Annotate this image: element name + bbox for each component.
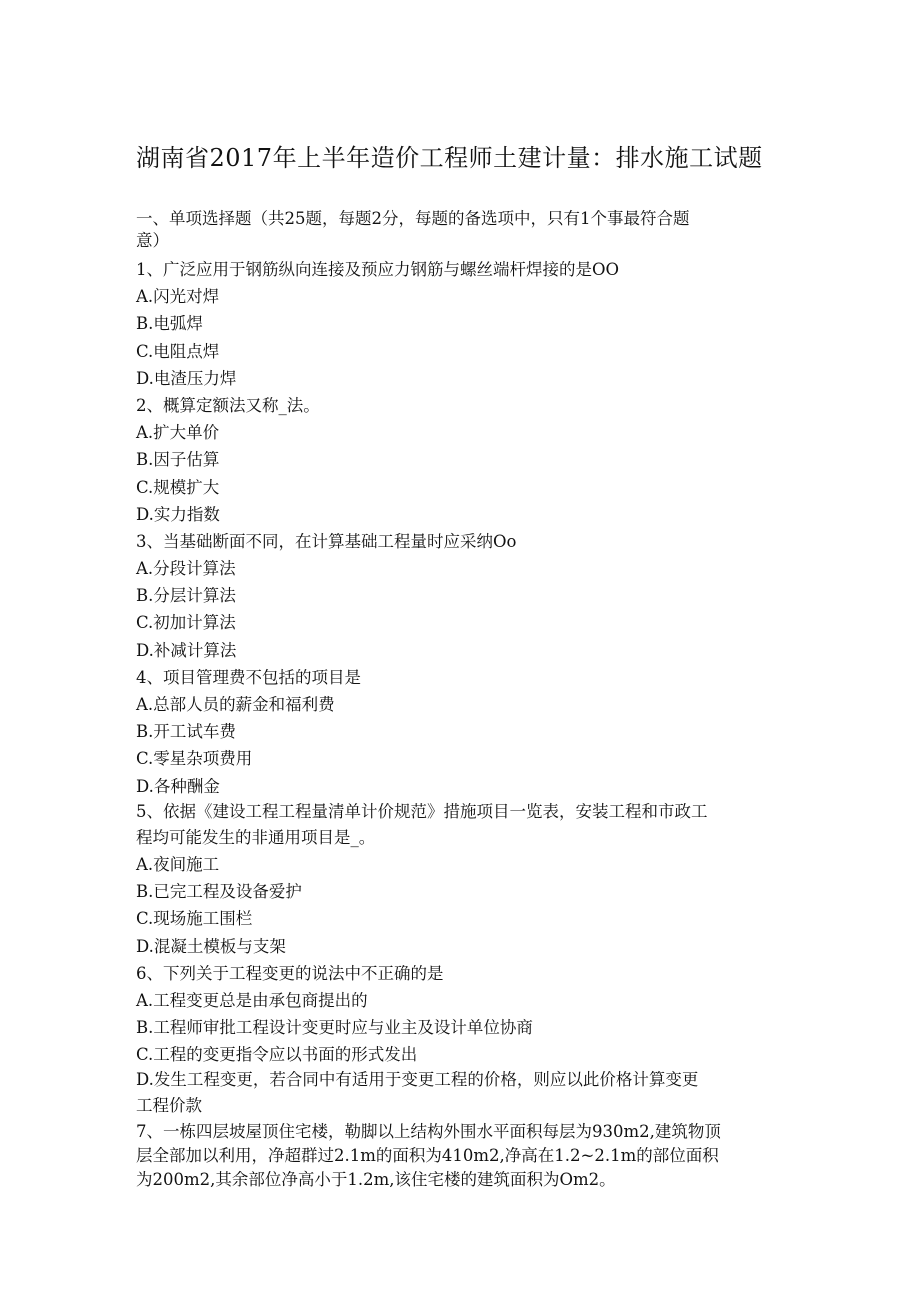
question-6-option-d-continued: 工程价款 <box>136 1096 202 1116</box>
document-body <box>136 208 784 1192</box>
question-7-stem-continued-1: 层全部加以利用，净超群过2.1m的面积为410m2,净高在1.2~2.1m的部位面积 <box>136 1145 719 1165</box>
question-6-option-c: C.工程的变更指令应以书面的形式发出 <box>136 1045 418 1065</box>
question-7-stem-continued-2: 为200m2,其余部位净高小于1.2m,该住宅楼的建筑面积为Om2。 <box>136 1169 616 1189</box>
section-heading: 一、单项选择题（共25题，每题2分，每题的备选项中，只有1个事最符合题 <box>136 209 690 228</box>
question-1-option-b: B.电弧焊 <box>136 314 203 334</box>
question-2-option-d: D.实力指数 <box>136 504 220 524</box>
question-5-option-c: C.现场施工围栏 <box>136 909 253 929</box>
question-1-option-d: D.电渣压力焊 <box>136 368 237 388</box>
question-1-option-a: A.闪光对焊 <box>136 287 220 307</box>
question-6-option-d: D.发生工程变更，若合同中有适用于变更工程的价格，则应以此价格计算变更 <box>136 1070 699 1090</box>
question-3-option-c: C.初加计算法 <box>136 613 236 633</box>
question-2-stem: 2、概算定额法又称_法。 <box>136 395 320 415</box>
question-4-stem: 4、项目管理费不包括的项目是 <box>136 667 361 687</box>
question-6-option-a: A.工程变更总是由承包商提出的 <box>136 990 368 1010</box>
question-4-option-b: B.开工试车费 <box>136 722 236 742</box>
question-2-option-a: A.扩大单价 <box>136 423 220 443</box>
question-3-option-d: D.补减计算法 <box>136 640 237 660</box>
question-3-stem: 3、当基础断面不同，在计算基础工程量时应采纳Oo <box>136 531 517 551</box>
question-7-stem: 7、一栋四层坡屋顶住宅楼，勒脚以上结构外围水平面积每层为930m2,建筑物顶 <box>136 1121 721 1141</box>
question-5-option-b: B.已完工程及设备爱护 <box>136 882 302 902</box>
question-1-option-c: C.电阻点焊 <box>136 341 220 361</box>
question-2-option-c: C.规模扩大 <box>136 477 220 497</box>
question-1-stem: 1、广泛应用于钢筋纵向连接及预应力钢筋与螺丝端杆焊接的是OO <box>136 260 620 279</box>
question-5-stem: 5、依据《建设工程工程量清单计价规范》措施项目一览表，安装工程和市政工 <box>136 801 708 821</box>
document-title: 湖南省2017年上半年造价工程师土建计量：排水施工试题 <box>136 144 763 172</box>
question-2-option-b: B.因子估算 <box>136 450 220 470</box>
question-6-stem: 6、下列关于工程变更的说法中不正确的是 <box>136 963 444 983</box>
question-5-option-d: D.混凝土模板与支架 <box>136 936 286 956</box>
question-5-option-a: A.夜间施工 <box>136 854 220 874</box>
question-4-option-d: D.各种酬金 <box>136 776 220 796</box>
question-4-option-a: A.总部人员的薪金和福利费 <box>136 695 335 714</box>
question-6-option-b: B.工程师审批工程设计变更时应与业主及设计单位协商 <box>136 1018 533 1038</box>
question-5-stem-continued: 程均可能发生的非通用项目是_。 <box>136 827 376 847</box>
section-heading-continued: 意） <box>136 231 169 250</box>
question-3-option-a: A.分段计算法 <box>136 559 236 579</box>
question-4-option-c: C.零星杂项费用 <box>136 749 253 769</box>
question-3-option-b: B.分层计算法 <box>136 586 236 606</box>
